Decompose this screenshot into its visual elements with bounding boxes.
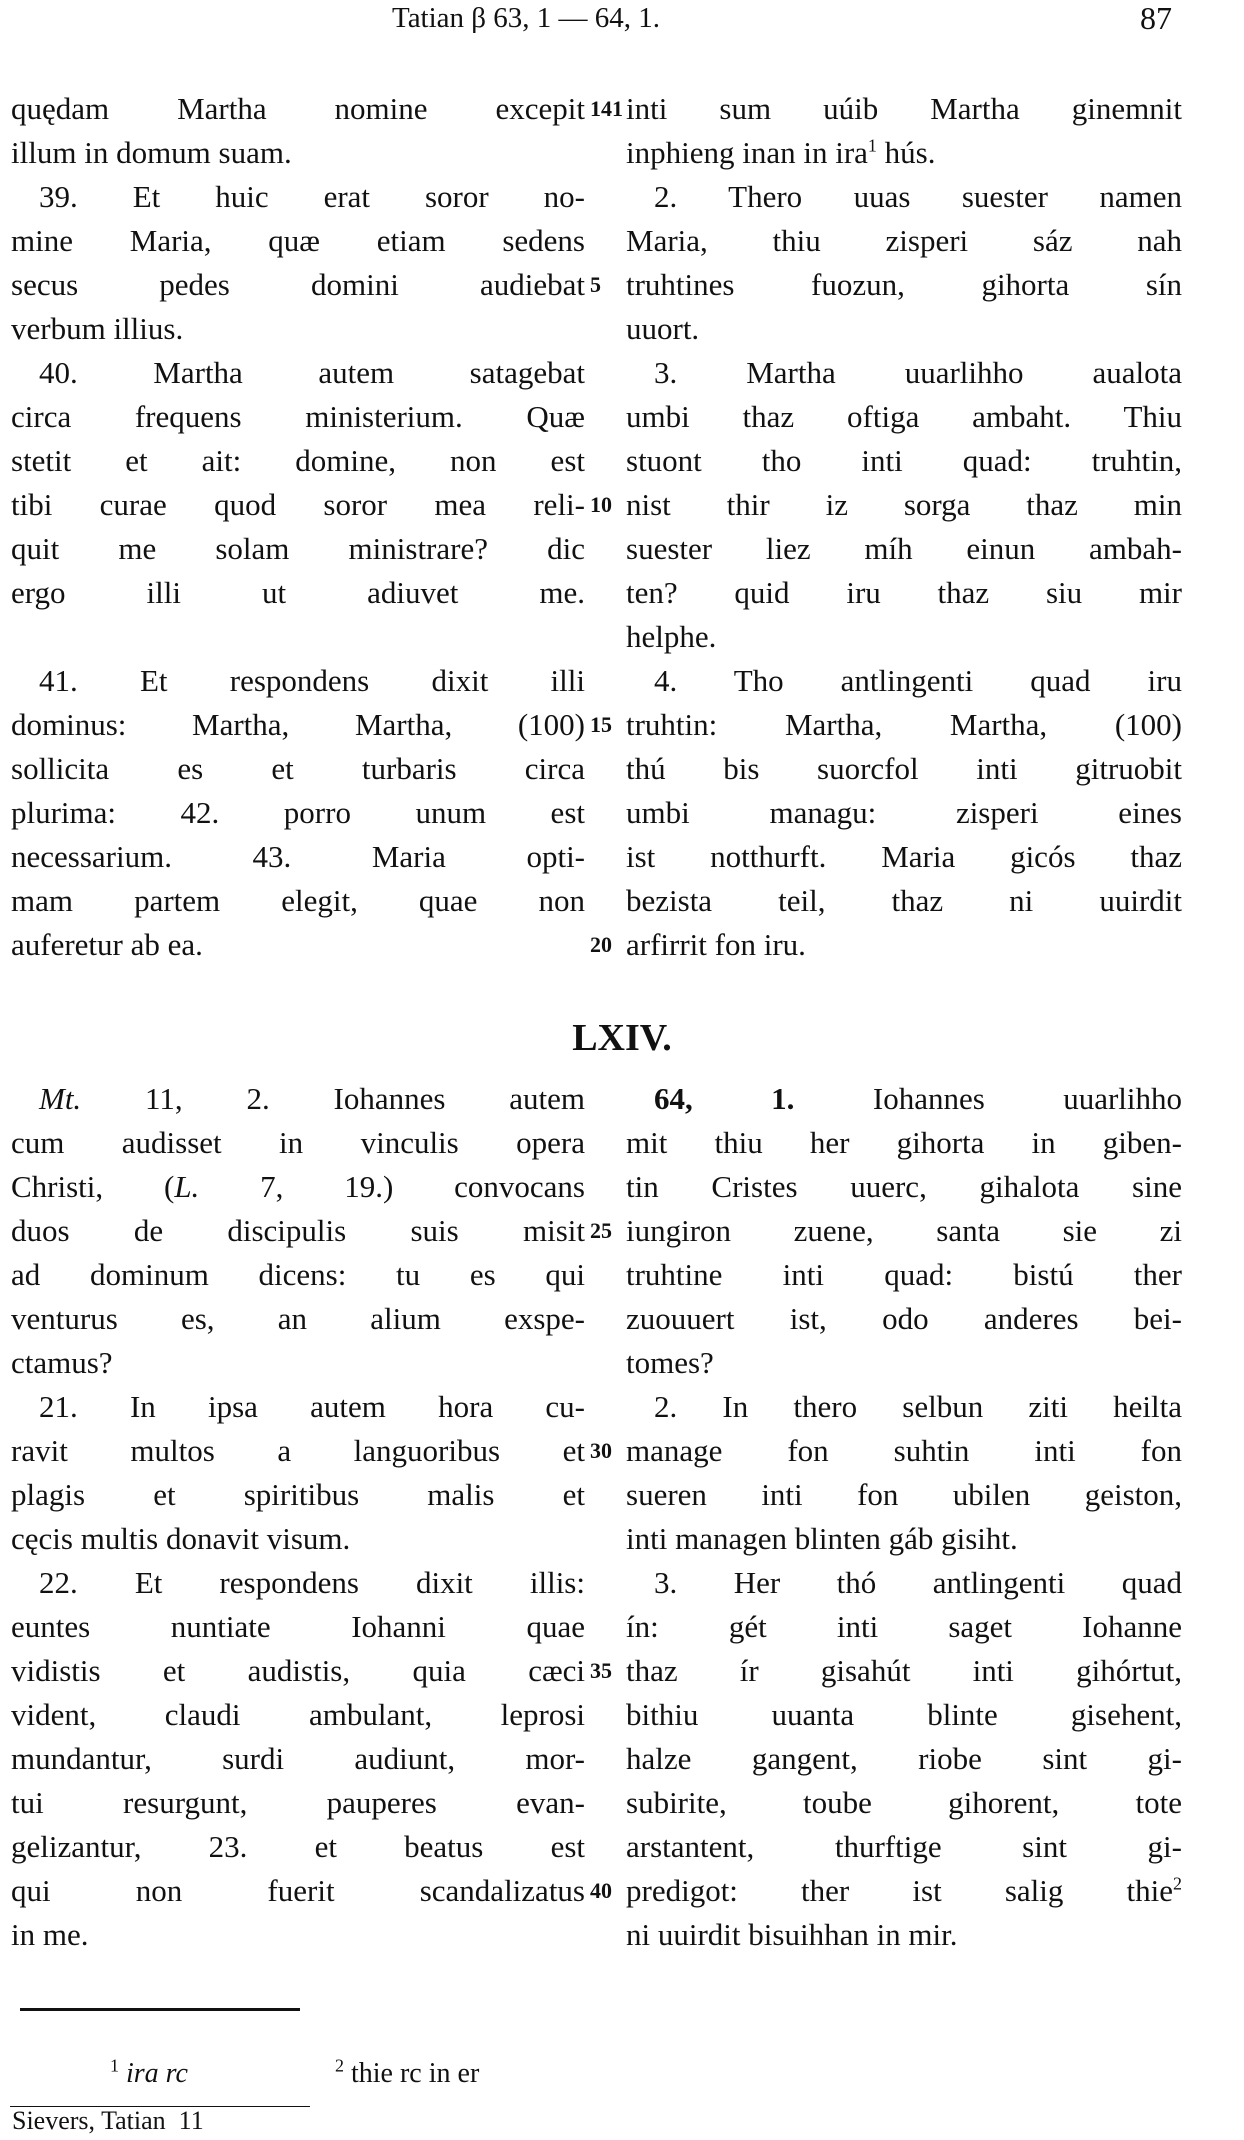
text-segment: cęcis multis donavit visum. <box>11 1521 351 1556</box>
text-segment: Mt. <box>39 1081 82 1116</box>
footnote-text: ira rc <box>126 2058 188 2089</box>
text-segment: arstantent, thurftige sint gi- <box>626 1829 1182 1864</box>
text-segment: 4. Tho antlingenti quad iru <box>654 663 1182 698</box>
text-line <box>11 1649 585 1693</box>
line-number: 15 <box>590 712 612 737</box>
text-segment: ten? quid iru thaz siu mir <box>626 575 1182 610</box>
text-segment: uuort. <box>626 311 700 346</box>
text-line <box>11 483 585 527</box>
text-segment: cum audisset in vinculis opera <box>11 1125 585 1160</box>
text-segment: bezista teil, thaz ni uuirdit <box>626 883 1182 918</box>
text-segment: necessarium. 43. Maria opti- <box>11 839 585 874</box>
text-line <box>626 1121 1182 1165</box>
text-segment: tin Cristes uuerc, gihalota sine <box>626 1169 1182 1204</box>
text-segment: illum in domum suam. <box>11 135 292 170</box>
text-line <box>626 1473 1182 1517</box>
text-segment: umbi managu: zisperi eines <box>626 795 1182 830</box>
text-segment: secus pedes domini audiebat <box>11 267 585 302</box>
text-line <box>11 571 585 615</box>
text-line <box>11 1297 585 1341</box>
text-line <box>626 1737 1182 1781</box>
text-line <box>11 1253 585 1297</box>
text-segment: verbum illius. <box>11 311 184 346</box>
text-segment: 3. Martha uuarlihho aualota <box>654 355 1182 390</box>
text-segment: 2. Thero uuas suester namen <box>654 179 1182 214</box>
text-segment: truhtin: Martha, Martha, (100) <box>626 707 1182 742</box>
text-segment: L. <box>174 1169 200 1204</box>
text-line <box>626 263 1182 307</box>
text-segment: dominus: Martha, Martha, (100) <box>11 707 585 742</box>
text-segment: circa frequens ministerium. Quæ <box>11 399 585 434</box>
text-segment: 7, 19.) convocans <box>199 1169 585 1204</box>
text-line <box>11 1165 585 1209</box>
running-title: Tatian β 63, 1 — 64, 1. <box>392 2 661 34</box>
footnote-mark: 1 <box>110 2055 119 2076</box>
text-segment: quit me solam ministrare? dic <box>11 531 585 566</box>
text-line <box>626 1077 1182 1121</box>
text-line <box>626 835 1182 879</box>
text-line <box>626 1913 1182 1957</box>
text-line <box>626 483 1182 527</box>
text-segment: ín: gét inti saget Iohanne <box>626 1609 1182 1644</box>
text-segment: stuont tho inti quad: truhtin, <box>626 443 1182 478</box>
text-line <box>626 659 1182 703</box>
text-segment: venturus es, an alium exspe- <box>11 1301 585 1336</box>
text-segment: bithiu uuanta blinte gisehent, <box>626 1697 1182 1732</box>
text-segment: ist notthurft. Maria gicós thaz <box>626 839 1182 874</box>
text-line <box>11 1693 585 1737</box>
text-segment: tui resurgunt, pauperes evan- <box>11 1785 585 1820</box>
text-line <box>11 791 585 835</box>
text-line <box>11 659 585 703</box>
line-number: 30 <box>590 1438 612 1463</box>
text-line <box>626 1253 1182 1297</box>
text-line <box>626 1429 1182 1473</box>
text-line <box>626 1869 1182 1913</box>
text-segment: vidistis et audistis, quia cæci <box>11 1653 585 1688</box>
text-line <box>11 131 585 175</box>
text-line <box>626 1517 1182 1561</box>
text-line <box>11 1825 585 1869</box>
text-line <box>626 1561 1182 1605</box>
text-line <box>626 703 1182 747</box>
text-line <box>626 351 1182 395</box>
footnote-1 <box>110 2055 188 2090</box>
line-number: 10 <box>590 492 612 517</box>
text-segment: ctamus? <box>11 1345 113 1380</box>
text-segment: inti sum uúib Martha ginemnit <box>626 91 1182 126</box>
text-line <box>626 131 1182 175</box>
text-line <box>11 1209 585 1253</box>
text-segment: zuouuert ist, odo anderes bei- <box>626 1301 1182 1336</box>
text-segment: halze gangent, riobe sint gi- <box>626 1741 1182 1776</box>
text-line <box>626 175 1182 219</box>
text-segment: iungiron zuene, santa sie zi <box>626 1213 1182 1248</box>
text-line <box>11 1913 585 1957</box>
text-segment: suester liez míh einun ambah- <box>626 531 1182 566</box>
text-line <box>11 879 585 923</box>
text-segment: umbi thaz oftiga ambaht. Thiu <box>626 399 1182 434</box>
text-line <box>626 307 1182 351</box>
text-line <box>11 219 585 263</box>
text-segment: subirite, toube gihorent, tote <box>626 1785 1182 1820</box>
text-segment: quędam Martha nomine excepit <box>11 91 585 126</box>
text-segment: tibi curae quod soror mea reli- <box>11 487 585 522</box>
text-segment: tomes? <box>626 1345 714 1380</box>
footnote-reference: 2 <box>1173 1873 1182 1894</box>
footnote-2 <box>335 2055 480 2090</box>
text-segment: in me. <box>11 1917 89 1952</box>
text-line <box>11 1869 585 1913</box>
text-segment: truhtines fuozun, gihorta sín <box>626 267 1182 302</box>
text-segment: 3. Her thó antlingenti quad <box>654 1565 1182 1600</box>
text-segment: nist thir iz sorga thaz min <box>626 487 1182 522</box>
line-number: 20 <box>590 932 612 957</box>
line-number: 5 <box>590 272 601 297</box>
line-number: 141 <box>590 96 623 121</box>
text-segment: gelizantur, 23. et beatus est <box>11 1829 585 1864</box>
text-segment: mit thiu her gihorta in giben- <box>626 1125 1182 1160</box>
text-segment: 11, 2. Iohannes autem <box>81 1081 585 1116</box>
text-line <box>11 923 585 967</box>
page-number: 87 <box>1140 0 1172 36</box>
text-line <box>11 307 585 351</box>
text-line <box>11 1605 585 1649</box>
text-line <box>11 1385 585 1429</box>
text-segment: 21. In ipsa autem hora cu- <box>39 1389 585 1424</box>
text-segment: sueren inti fon ubilen geiston, <box>626 1477 1182 1512</box>
text-segment: helphe. <box>626 619 717 654</box>
signature: Sievers, Tatian 11 <box>12 2106 204 2135</box>
text-segment: Maria, thiu zisperi sáz nah <box>626 223 1182 258</box>
text-line <box>626 1781 1182 1825</box>
text-segment: plurima: 42. porro unum est <box>11 795 585 830</box>
text-segment: mam partem elegit, quae non <box>11 883 585 918</box>
text-line <box>626 747 1182 791</box>
text-line <box>626 439 1182 483</box>
text-segment: predigot: ther ist salig thie <box>626 1873 1173 1908</box>
line-number: 25 <box>590 1218 612 1243</box>
text-segment: manage fon suhtin inti fon <box>626 1433 1182 1468</box>
text-line <box>11 263 585 307</box>
text-line <box>11 1737 585 1781</box>
text-line <box>11 1781 585 1825</box>
text-line <box>626 219 1182 263</box>
text-line <box>11 395 585 439</box>
text-line <box>11 615 585 659</box>
text-segment: inphieng inan in ira <box>626 135 868 170</box>
text-segment: vident, claudi ambulant, leprosi <box>11 1697 585 1732</box>
text-segment: arfirrit fon iru. <box>626 927 806 962</box>
text-segment: 39. Et huic erat soror no- <box>39 179 585 214</box>
text-line <box>626 87 1182 131</box>
text-line <box>11 527 585 571</box>
text-segment: 64, 1. <box>654 1081 795 1116</box>
text-segment: qui non fuerit scandalizatus <box>11 1873 585 1908</box>
text-line <box>626 923 1182 967</box>
text-segment: mine Maria, quæ etiam sedens <box>11 223 585 258</box>
text-line <box>626 527 1182 571</box>
footnote-reference: 1 <box>867 135 877 156</box>
text-line <box>626 571 1182 615</box>
text-line <box>626 1649 1182 1693</box>
text-line <box>626 395 1182 439</box>
text-segment: 41. Et respondens dixit illi <box>39 663 585 698</box>
line-number: 35 <box>590 1658 612 1683</box>
text-segment: ravit multos a languoribus et <box>11 1433 585 1468</box>
text-line <box>626 1693 1182 1737</box>
text-segment: duos de discipulis suis misit <box>11 1213 585 1248</box>
text-line <box>11 1341 585 1385</box>
text-line <box>11 1517 585 1561</box>
text-line <box>11 1121 585 1165</box>
text-segment: 22. Et respondens dixit illis: <box>39 1565 585 1600</box>
text-line <box>11 1077 585 1121</box>
text-segment: 2. In thero selbun ziti heilta <box>654 1389 1182 1424</box>
text-line <box>11 439 585 483</box>
text-line <box>626 1341 1182 1385</box>
text-segment: thaz ír gisahút inti gihórtut, <box>626 1653 1182 1688</box>
text-segment: ergo illi ut adiuvet me. <box>11 575 585 610</box>
text-line <box>11 1561 585 1605</box>
text-segment: Christi, ( <box>11 1169 175 1204</box>
text-line <box>626 1385 1182 1429</box>
text-segment: Iohannes uuarlihho <box>794 1081 1183 1116</box>
text-line <box>626 615 1182 659</box>
text-line <box>626 791 1182 835</box>
text-segment: plagis et spiritibus malis et <box>11 1477 585 1512</box>
text-segment: ni uuirdit bisuihhan in mir. <box>626 1917 958 1952</box>
text-line <box>11 87 585 131</box>
text-segment: auferetur ab ea. <box>11 927 203 962</box>
text-segment: 40. Martha autem satagebat <box>39 355 585 390</box>
line-number: 40 <box>590 1878 612 1903</box>
text-line <box>626 1165 1182 1209</box>
text-line <box>11 1473 585 1517</box>
text-line <box>626 1297 1182 1341</box>
text-line <box>11 747 585 791</box>
footnote-rule <box>20 2008 300 2011</box>
text-line <box>626 1605 1182 1649</box>
footnote-mark: 2 <box>335 2055 344 2076</box>
text-segment: thú bis suorcfol inti gitruobit <box>626 751 1182 786</box>
text-line <box>626 1209 1182 1253</box>
section-heading: LXIV. <box>572 1017 672 1059</box>
text-segment: sollicita es et turbaris circa <box>11 751 585 786</box>
text-segment: hús. <box>876 135 936 170</box>
text-line <box>11 703 585 747</box>
text-line <box>626 1825 1182 1869</box>
text-segment: mundantur, surdi audiunt, mor- <box>11 1741 585 1776</box>
text-segment: stetit et ait: domine, non est <box>11 443 585 478</box>
text-segment: euntes nuntiate Iohanni quae <box>11 1609 585 1644</box>
footnote-text: thie rc in er <box>351 2058 480 2089</box>
text-line <box>11 175 585 219</box>
text-segment: ad dominum dicens: tu es qui <box>11 1257 585 1292</box>
text-line <box>11 1429 585 1473</box>
text-line <box>11 351 585 395</box>
text-line <box>626 879 1182 923</box>
text-segment: inti managen blinten gáb gisiht. <box>626 1521 1018 1556</box>
text-line <box>11 835 585 879</box>
text-segment: truhtine inti quad: bistú ther <box>626 1257 1182 1292</box>
